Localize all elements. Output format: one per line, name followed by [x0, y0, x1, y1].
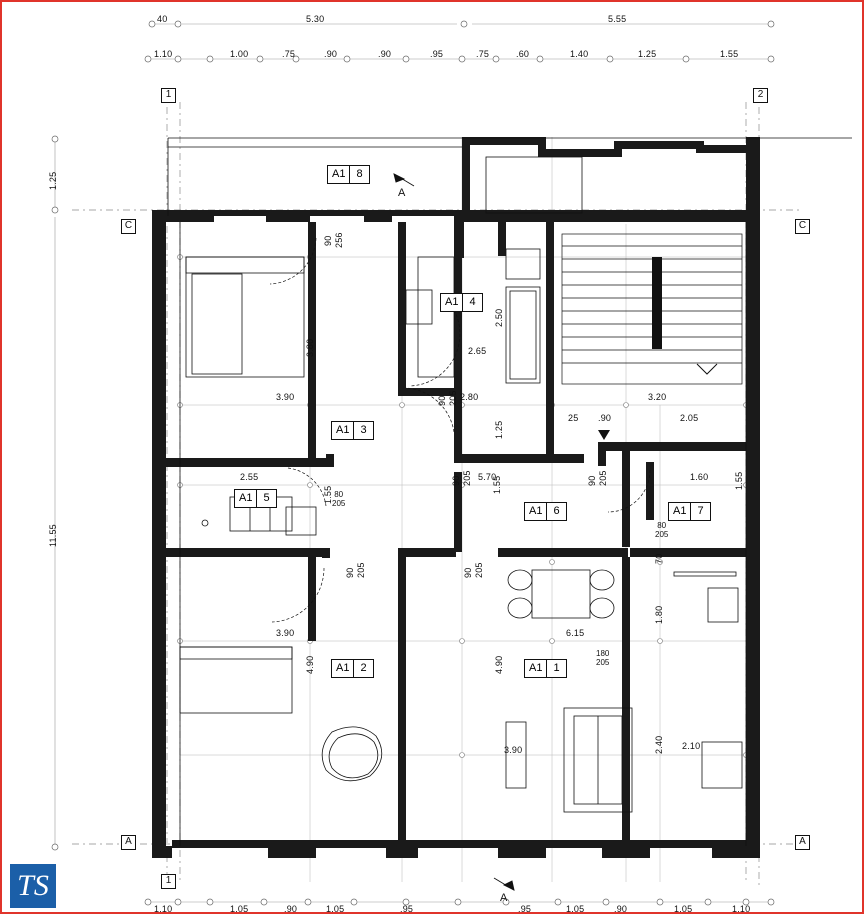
door-width-3: 80	[334, 490, 344, 499]
door-width-4: 90	[451, 475, 461, 486]
dim-int-70: 70	[654, 553, 664, 564]
dim-int-1-55-right: 1.55	[734, 471, 744, 490]
dim-int-3-90-bottom: 3.90	[276, 628, 295, 638]
door-height-8: 205	[655, 530, 669, 539]
dim-top1-1: 5.30	[306, 14, 325, 24]
dim-top2-8: 1.40	[570, 49, 589, 59]
door-width-6: 90	[345, 567, 355, 578]
door-height-3: 205	[332, 499, 346, 508]
room-number-4: 4	[469, 296, 476, 308]
dim-int-1-25: 1.25	[494, 420, 504, 439]
room-tag-2	[331, 659, 374, 678]
dim-bottom-5: .95	[518, 904, 532, 914]
dim-int-1-55-mid: 1.55	[492, 475, 502, 494]
grid-axis-1-top: 1	[161, 88, 176, 103]
door-width-1: 90	[323, 235, 333, 246]
room-code-5: A1	[235, 490, 257, 507]
door-width-2: 90	[437, 395, 447, 406]
dim-int-2-55: 2.55	[240, 472, 259, 482]
dim-int-3-90-living: 3.90	[504, 745, 523, 755]
dim-bottom-0: 1.10	[154, 904, 173, 914]
room-number-8: 8	[356, 168, 363, 180]
room-tag-4	[440, 293, 483, 312]
dim-bottom-7: .90	[614, 904, 628, 914]
dim-int-2-40: 2.40	[654, 735, 664, 754]
dim-left-0: 1.25	[48, 171, 58, 190]
dim-bottom-2: .90	[284, 904, 298, 914]
dim-int-3-20: 3.20	[648, 392, 667, 402]
grid-axis-1-bottom: 1	[161, 874, 176, 889]
room-tag-7	[668, 502, 711, 521]
dim-int-5-70: 5.70	[478, 472, 497, 482]
room-number-5: 5	[263, 492, 270, 504]
door-width-7: 90	[463, 567, 473, 578]
dim-int-4-90-left: 4.90	[305, 655, 315, 674]
dim-int-1-60: 1.60	[690, 472, 709, 482]
room-number-7: 7	[697, 505, 704, 517]
dim-int-1-55-left: 1.55	[323, 485, 333, 504]
room-code-7: A1	[669, 503, 691, 520]
logo-text: TS	[17, 869, 49, 902]
dim-bottom-1: 1.05	[230, 904, 249, 914]
room-code-6: A1	[525, 503, 547, 520]
room-code-8: A1	[328, 166, 350, 183]
dim-bottom-3: 1.05	[326, 904, 345, 914]
dim-int-3-80: 3.80	[305, 338, 315, 357]
room-number-2: 2	[360, 662, 367, 674]
section-mark-a-bottom: A	[500, 892, 508, 904]
dim-top2-5: .95	[430, 49, 444, 59]
room-code-2: A1	[332, 660, 354, 677]
dim-bottom-6: 1.05	[566, 904, 585, 914]
room-number-6: 6	[553, 505, 560, 517]
dim-int-90-right: .90	[598, 413, 612, 423]
dim-int-4-90-mid: 4.90	[494, 655, 504, 674]
dim-int-2-80: 2.80	[460, 392, 479, 402]
door-height-1: 256	[334, 232, 344, 248]
door-height-4: 205	[462, 470, 472, 486]
dim-top2-6: .75	[476, 49, 490, 59]
dim-top2-7: .60	[516, 49, 530, 59]
door-tag-3	[332, 490, 345, 508]
door-width-8: 80	[657, 521, 667, 530]
floor-plan-drawing	[2, 2, 864, 916]
dim-int-25: 25	[568, 413, 579, 423]
grid-axis-A-right: A	[795, 835, 810, 850]
grid-axis-2-top: 2	[753, 88, 768, 103]
dim-bottom-8: 1.05	[674, 904, 693, 914]
room-tag-6	[524, 502, 567, 521]
room-tag-8	[327, 165, 370, 184]
dim-top1-0: 40	[157, 14, 168, 24]
door-height-5: 205	[598, 470, 608, 486]
dim-left-1: 11.55	[48, 524, 58, 547]
door-width-9: 180	[596, 649, 610, 658]
dim-int-3-90-top: 3.90	[276, 392, 295, 402]
dim-top2-2: .75	[282, 49, 296, 59]
door-tag-8	[655, 521, 668, 539]
door-height-9: 205	[596, 658, 610, 667]
grid-axis-C-right: C	[795, 219, 810, 234]
grid-axis-A-left: A	[121, 835, 136, 850]
grid-axis-C-left: C	[121, 219, 136, 234]
dim-bottom-9: 1.10	[732, 904, 751, 914]
dim-int-2-65: 2.65	[468, 346, 487, 356]
company-logo	[10, 864, 56, 908]
door-tag-9	[596, 649, 609, 667]
dim-int-6-15: 6.15	[566, 628, 585, 638]
door-height-6: 205	[356, 562, 366, 578]
dim-bottom-4: .95	[400, 904, 414, 914]
room-tag-1	[524, 659, 567, 678]
door-width-5: 90	[587, 475, 597, 486]
door-height-7: 205	[474, 562, 484, 578]
dim-int-2-50: 2.50	[494, 308, 504, 327]
room-number-1: 1	[553, 662, 560, 674]
dim-top2-4: .90	[378, 49, 392, 59]
dim-top2-9: 1.25	[638, 49, 657, 59]
dim-top2-10: 1.55	[720, 49, 739, 59]
dim-top2-3: .90	[324, 49, 338, 59]
room-code-3: A1	[332, 422, 354, 439]
room-number-3: 3	[360, 424, 367, 436]
room-code-4: A1	[441, 294, 463, 311]
door-height-2: 205	[448, 390, 458, 406]
dim-int-2-10: 2.10	[682, 741, 701, 751]
dim-top2-1: 1.00	[230, 49, 249, 59]
dim-top2-0: 1.10	[154, 49, 173, 59]
dim-top1-2: 5.55	[608, 14, 627, 24]
dim-int-2-05: 2.05	[680, 413, 699, 423]
dim-int-1-80: 1.80	[654, 605, 664, 624]
section-mark-a-top: A	[398, 187, 406, 199]
room-code-1: A1	[525, 660, 547, 677]
room-tag-5	[234, 489, 277, 508]
room-tag-3	[331, 421, 374, 440]
